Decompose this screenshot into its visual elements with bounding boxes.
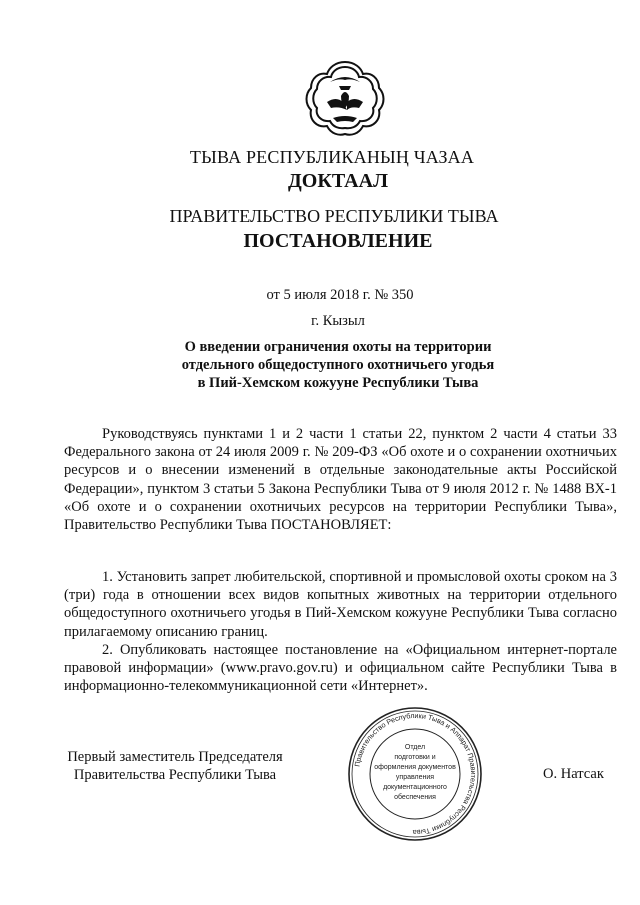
signatory-name: О. Натсак xyxy=(543,766,604,782)
government-line: ПРАВИТЕЛЬСТВО РЕСПУБЛИКИ ТЫВА xyxy=(169,206,499,226)
resolution-items xyxy=(64,568,617,695)
tyva-document-type: ДОКТААЛ xyxy=(288,170,388,192)
signatory-position xyxy=(60,748,290,784)
seal-ring-text-path: Правительство Республики Тыва и Аппарат Правительства Республики Тыва xyxy=(352,710,479,838)
tyva-emblem-icon xyxy=(303,58,387,138)
resolution-item-1: 1. Установить запрет любительской, спортивной и промысловой охоты сроком на 3 (три) года в отношении всех видов копытных животных на территории отдельного общедоступного охотничьего угодья в Пий-Хемском кожууне Республики Тыва согласно прилагаемому описанию границ. xyxy=(64,569,617,640)
signatory-position-line-1: Первый заместитель Председателя xyxy=(67,749,283,765)
document-type: ПОСТАНОВЛЕНИЕ xyxy=(243,230,433,252)
seal-inner-line: документационного xyxy=(383,784,447,791)
official-seal xyxy=(346,705,484,843)
document-date-number: от 5 июля 2018 г. № 350 xyxy=(266,287,414,303)
document-city: г. Кызыл xyxy=(311,313,365,329)
preamble-paragraph: Руководствуясь пунктами 1 и 2 части 1 статьи 22, пунктом 2 части 4 статьи 33 Федерального закона от 24 июля 2009 г. № 209-ФЗ «Об охоте и о сохранении охотничьих ресурсов и о внесении изменений в отдельные законодательные акты Российской Федерации», пунктом 3 статьи 5 Закона Республики Тыва от 9 июля 2012 г. № 1488 ВХ-1 «Об охоте и о сохранении охотничьих ресурсов на территории Республики Тыва», Правительство Республики Тыва ПОСТАНОВЛЯЕТ: xyxy=(64,426,617,534)
seal-inner-line: обеспечения xyxy=(394,794,436,801)
document-title-line: в Пий-Хемском кожууне Республики Тыва xyxy=(197,375,479,391)
document-title xyxy=(18,338,640,392)
seal-inner-line: оформления документов xyxy=(374,764,456,771)
tyva-government-line: ТЫВА РЕСПУБЛИКАНЫҢ ЧАЗАА xyxy=(189,147,475,167)
seal-inner-line: подготовки и xyxy=(394,754,436,761)
document-title-line: О введении ограничения охоты на территории xyxy=(184,339,492,355)
resolution-item-2: 2. Опубликовать настоящее постановление на «Официальном интернет-портале правовой информации» (www.pravo.gov.ru) и официальном сайте Республики Тыва в информационно-телекоммуникационной сети «Интернет». xyxy=(64,641,617,695)
seal-inner-line: Отдел xyxy=(404,744,426,751)
seal-inner-line: управления xyxy=(395,774,435,781)
signatory-position-line-2: Правительства Республики Тыва xyxy=(73,767,277,783)
preamble xyxy=(64,425,617,534)
document-title-line: отдельного общедоступного охотничьего угодья xyxy=(181,357,495,373)
